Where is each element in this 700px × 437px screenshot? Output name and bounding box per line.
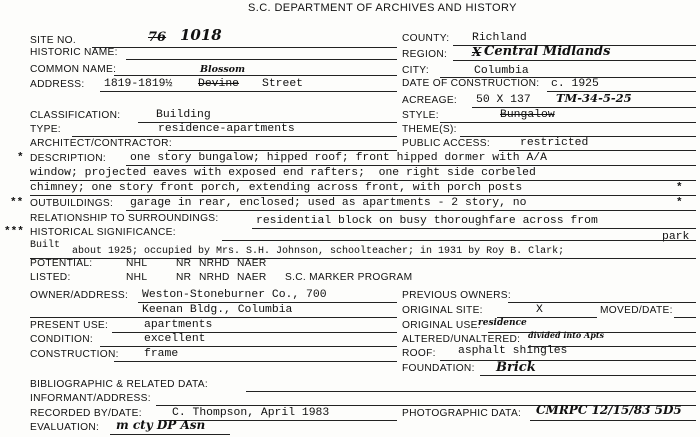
recorded-by-label: RECORDED BY/DATE: — [30, 408, 142, 419]
classification-label: CLASSIFICATION: — [30, 110, 121, 121]
style-label: STYLE: — [402, 110, 439, 121]
common-name-line — [114, 75, 397, 76]
description-label: DESCRIPTION: — [30, 153, 107, 164]
condition-value: excellent — [144, 333, 206, 345]
architect-line — [168, 150, 397, 151]
county-label: COUNTY: — [402, 33, 450, 44]
description-asterisk: * — [17, 152, 24, 164]
common-name-label: COMMON NAME: — [30, 64, 117, 75]
roof-value: asphalt shingles — [458, 345, 568, 357]
informant-label: INFORMANT/ADDRESS: — [30, 393, 151, 404]
form-header: S.C. DEPARTMENT OF ARCHIVES AND HISTORY — [248, 2, 517, 14]
photographic-data-value: CMRPC 12/15/83 5D5 — [536, 403, 682, 417]
altered-unaltered-label: ALTERED/UNALTERED: — [402, 334, 521, 345]
style-line — [440, 122, 696, 123]
type-value: residence-apartments — [158, 123, 295, 135]
relationship-label: RELATIONSHIP TO SURROUNDINGS: — [30, 213, 219, 224]
foundation-line — [480, 375, 696, 376]
present-use-value: apartments — [144, 319, 213, 331]
historical-significance-label: HISTORICAL SIGNIFICANCE: — [30, 227, 176, 238]
site-no-struck-value: 76 — [148, 30, 167, 45]
address-suffix-value: Street — [262, 78, 304, 90]
potential-nrhd: NRHD — [199, 258, 230, 269]
address-label: ADDRESS: — [30, 79, 85, 90]
bibliographic-line — [246, 391, 696, 392]
moved-date-line — [674, 317, 696, 318]
owner-address-rule-1 — [138, 302, 397, 303]
region-line — [453, 60, 696, 61]
altered-value: divided into Apts — [528, 330, 605, 340]
construction-label: CONSTRUCTION: — [30, 349, 119, 360]
recorded-by-value: C. Thompson, April 1983 — [172, 407, 330, 419]
description-rule-3 — [30, 195, 696, 196]
address-prefix-value: 1819-1819½ — [104, 78, 173, 90]
relationship-continued-value: park — [662, 231, 690, 243]
address-line — [100, 91, 397, 92]
outbuildings-line — [126, 210, 696, 211]
foundation-value: Brick — [496, 360, 536, 375]
owner-address-value-1: Weston-Stoneburner Co., 700 — [142, 289, 327, 301]
potential-label: POTENTIAL: — [30, 258, 93, 269]
previous-owners-label: PREVIOUS OWNERS: — [402, 290, 511, 301]
type-line — [72, 136, 397, 137]
outbuildings-asterisks: ** — [10, 197, 24, 209]
previous-owners-line — [508, 302, 696, 303]
region-struck-value: X — [472, 45, 482, 59]
type-label: TYPE: — [30, 124, 61, 135]
owner-address-label: OWNER/ADDRESS: — [30, 290, 129, 301]
classification-value: Building — [156, 109, 211, 121]
description-rule-2 — [30, 180, 696, 181]
potential-nr: NR — [176, 258, 192, 269]
photographic-data-label: PHOTOGRAPHIC DATA: — [402, 408, 522, 419]
style-struck-value: Bungalow — [500, 109, 555, 121]
present-use-label: PRESENT USE: — [30, 320, 109, 331]
description-line-1: one story bungalow; hipped roof; front hipped dormer with A/A — [130, 152, 547, 164]
description-end-asterisk: * — [676, 182, 683, 194]
listed-nrhd: NRHD — [199, 272, 230, 283]
photographic-data-line — [530, 420, 696, 421]
listed-naer: NAER — [237, 272, 267, 283]
potential-naer: NAER — [237, 258, 267, 269]
original-site-value: X — [536, 304, 543, 316]
original-use-label: ORIGINAL USE: — [402, 320, 481, 331]
description-line-3: chimney; one story front porch, extending across front, with porch posts — [30, 182, 523, 194]
address-handwritten-value: Blossom — [200, 64, 246, 75]
significance-asterisks: *** — [4, 226, 24, 238]
evaluation-line — [110, 434, 230, 435]
public-access-label: PUBLIC ACCESS: — [402, 138, 490, 149]
relationship-line — [252, 228, 696, 229]
acreage-label: ACREAGE: — [402, 95, 458, 106]
site-no-value: 1018 — [180, 26, 222, 44]
description-rule-1 — [126, 165, 696, 166]
roof-label: ROOF: — [402, 348, 436, 359]
construction-value: frame — [144, 348, 179, 360]
historic-name-label: HISTORIC NAME: — [30, 47, 118, 58]
condition-label: CONDITION: — [30, 334, 93, 345]
significance-built-word: Built — [30, 240, 61, 251]
acreage-line — [472, 107, 696, 108]
historic-name-line — [126, 59, 397, 60]
evaluation-value: m cty DP Asn — [116, 418, 206, 432]
listed-sc-marker: S.C. MARKER PROGRAM — [285, 272, 413, 283]
construction-line — [114, 361, 397, 362]
potential-nhl: NHL — [126, 258, 148, 269]
region-label: REGION: — [402, 49, 448, 60]
listed-label: LISTED: — [30, 272, 71, 283]
region-value: Central Midlands — [484, 44, 611, 59]
original-site-label: ORIGINAL SITE: — [402, 305, 483, 316]
date-of-construction-label: DATE OF CONSTRUCTION: — [402, 78, 540, 89]
public-access-value: restricted — [520, 137, 589, 149]
description-line-2: window; projected eaves with exposed end rafters; one right side corbeled — [30, 167, 536, 179]
themes-label: THEME(S): — [402, 124, 457, 135]
condition-line — [100, 346, 397, 347]
date-of-construction-value: c. 1925 — [551, 78, 599, 90]
evaluation-label: EVALUATION: — [30, 422, 100, 433]
significance-value: about 1925; occupied by Mrs. S.H. Johnson, schoolteacher; in 1931 by Roy B. Clark; — [72, 246, 565, 257]
city-value: Columbia — [474, 65, 529, 77]
outbuildings-value: garage in rear, enclosed; used as apartments - 2 story, no — [130, 197, 527, 209]
tax-map-value: TM-34-5-25 — [556, 91, 632, 105]
acreage-value: 50 X 137 — [476, 94, 531, 106]
foundation-label: FOUNDATION: — [402, 363, 475, 374]
owner-address-value-2: Keenan Bldg., Columbia — [142, 304, 293, 316]
listed-nr: NR — [176, 272, 192, 283]
outbuildings-label: OUTBUILDINGS: — [30, 198, 114, 209]
original-use-value: residence — [478, 318, 527, 328]
architect-label: ARCHITECT/CONTRACTOR: — [30, 138, 172, 149]
moved-date-label: MOVED/DATE: — [600, 305, 673, 316]
owner-address-rule-2 — [30, 317, 397, 318]
public-access-line — [499, 150, 696, 151]
city-label: CITY: — [402, 65, 429, 76]
bibliographic-label: BIBLIOGRAPHIC & RELATED DATA: — [30, 379, 208, 390]
roof-line — [440, 360, 696, 361]
historical-significance-line — [222, 240, 696, 241]
site-no-line — [92, 47, 397, 48]
listed-nhl: NHL — [126, 272, 148, 283]
outbuildings-end-asterisk: * — [676, 197, 683, 209]
address-struck-value: Devine — [198, 78, 240, 90]
relationship-value: residential block on busy thoroughfare across from — [256, 215, 598, 227]
county-value: Richland — [472, 32, 527, 44]
site-no-label: SITE NO. — [30, 35, 76, 46]
